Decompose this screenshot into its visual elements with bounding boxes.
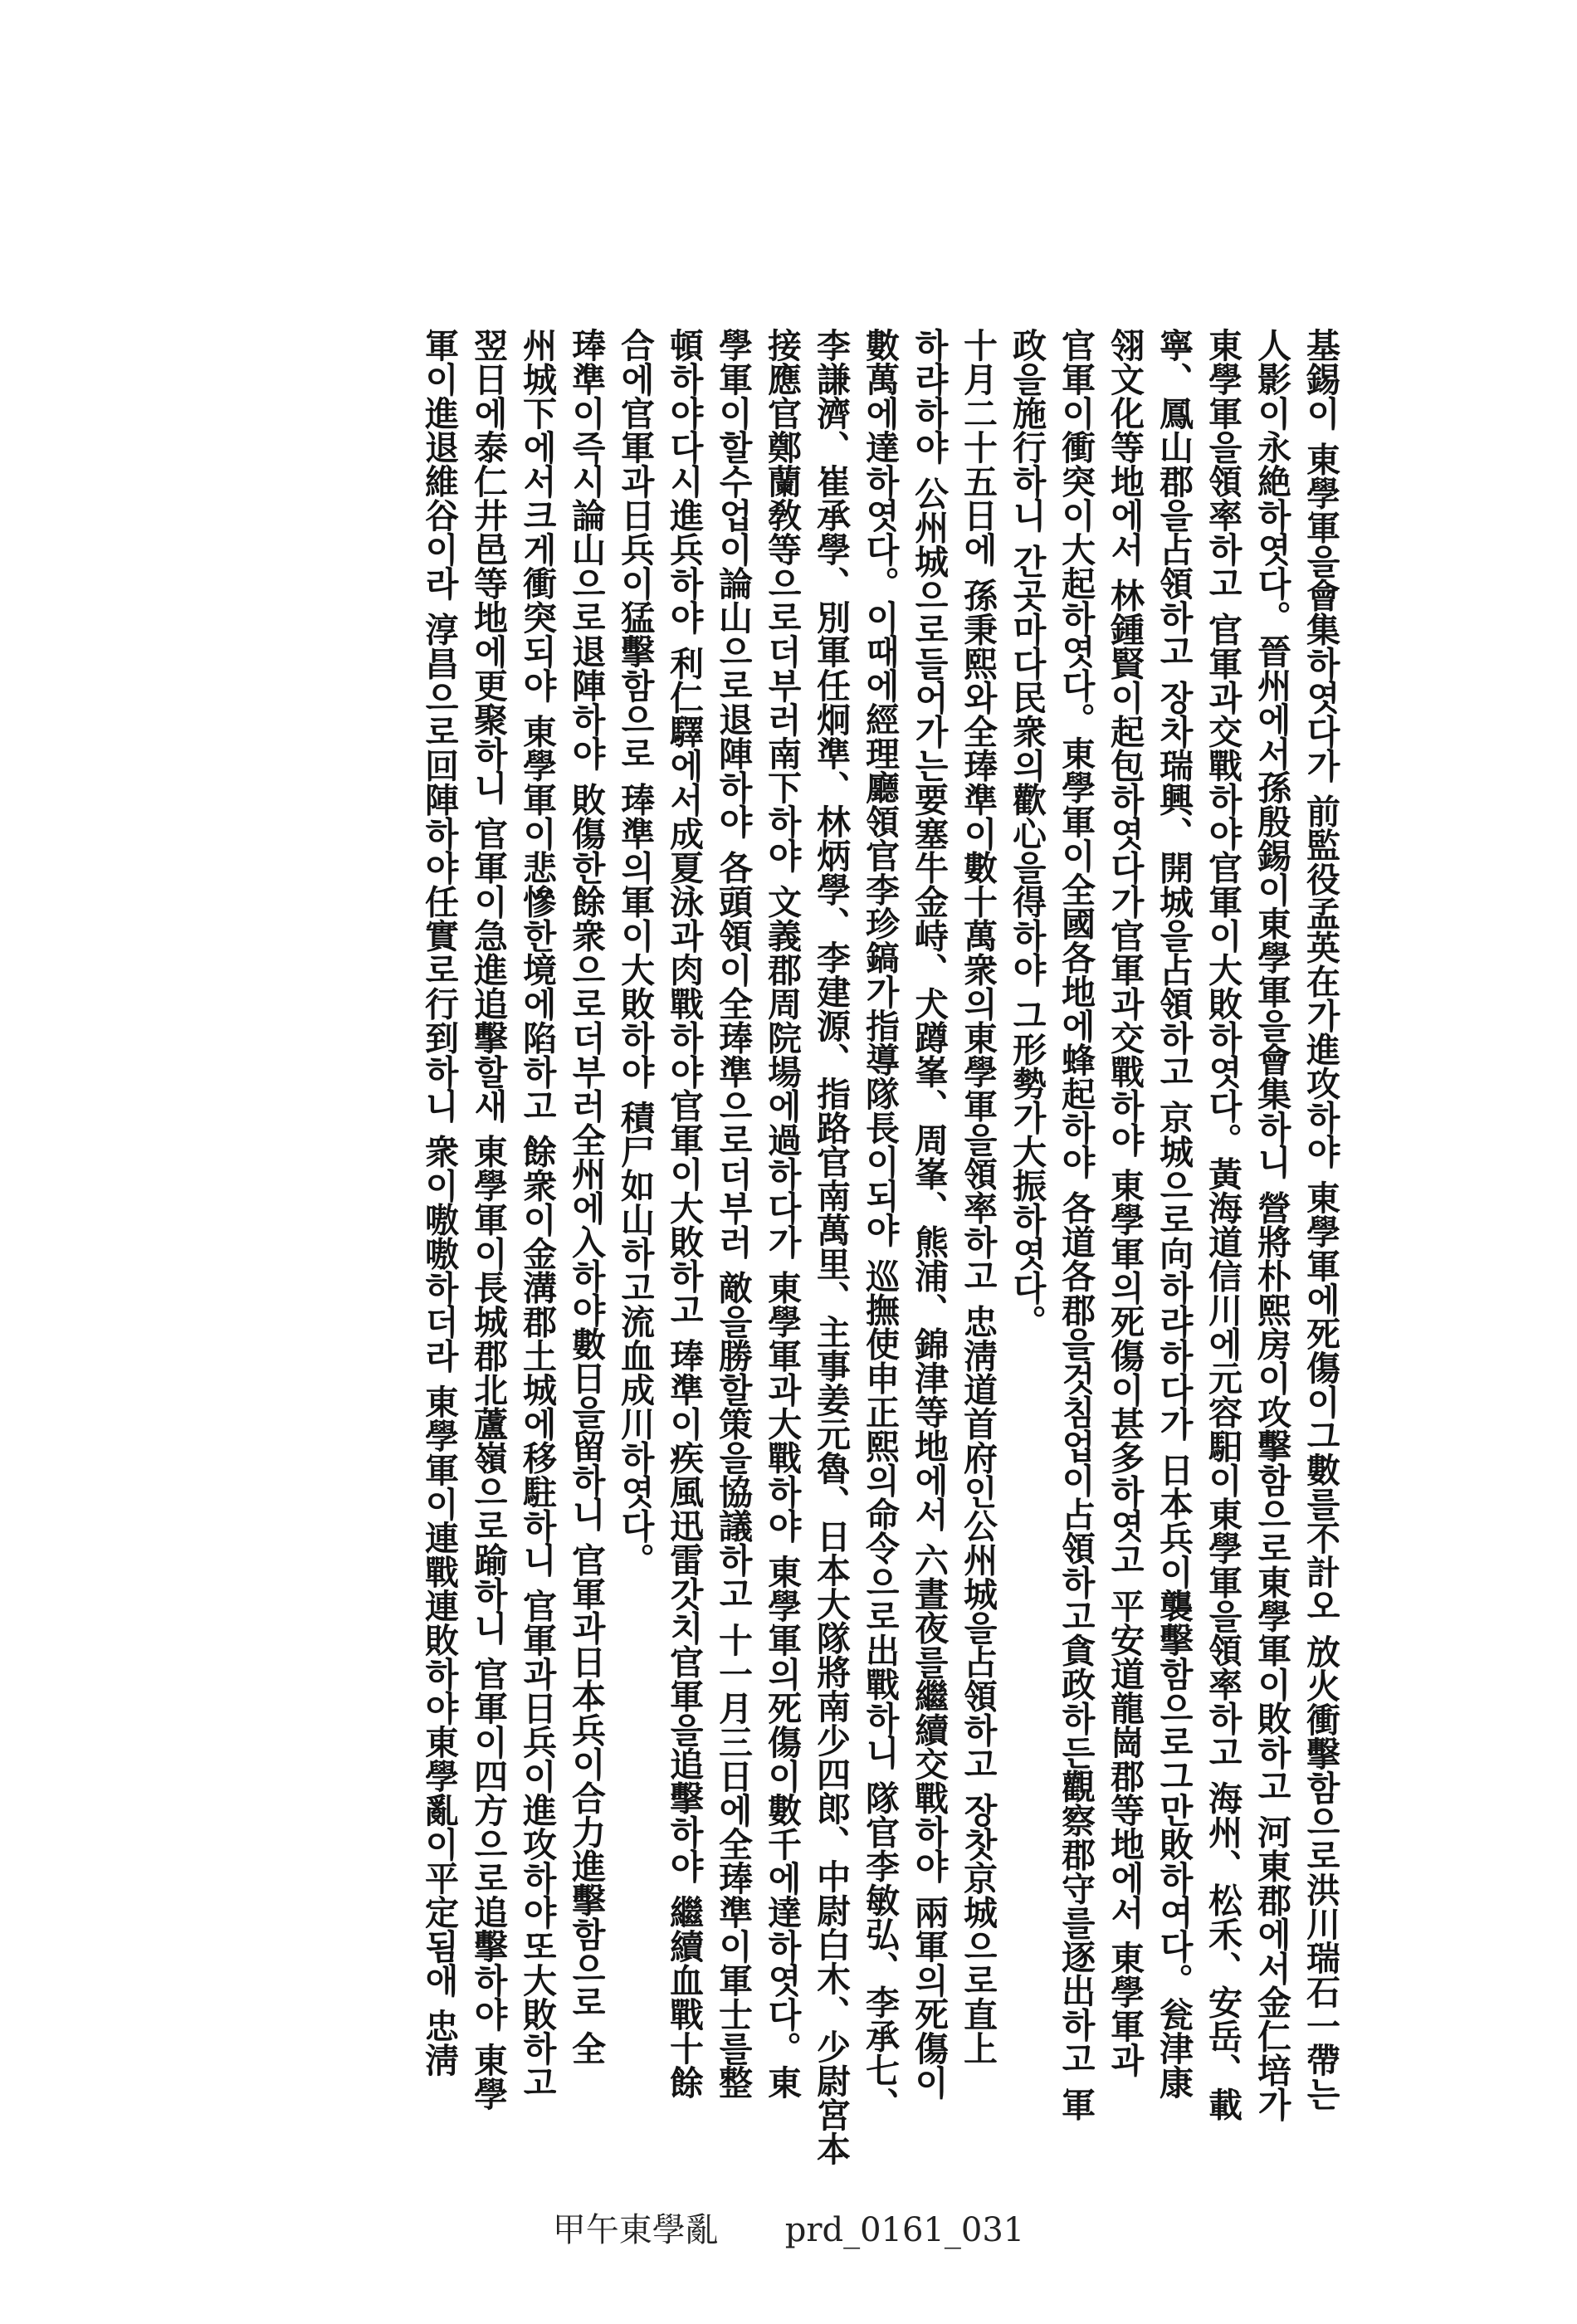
- text-line: 基錫이 東學軍을會集하엿다가 前監役孟英在가進攻하야 東學軍에死傷이그數를不計오 放火衝擊함으로洪川瑞石一帶는: [1301, 328, 1340, 2112]
- text-line: 東學軍을領率하고 官軍과交戰하야官軍이大敗하엿다。黃海道信川에元容馹이東學軍을領率하고 海州、松禾、安岳、載: [1203, 328, 1243, 2121]
- body-text: [241, 328, 1345, 2165]
- text-line: 頓하야다시進兵하야 利仁驛에서成夏泳과肉戰하야官軍이大敗하고 琫準이疾風迅雷갓치官軍을追擊하야 繼續血戰十餘: [664, 328, 704, 2099]
- text-line: 官軍이衝突이大起하엿다。東學軍이全國各地에蜂起하야 各道各郡을것침업이占領하고貪政하든觀察郡守를逐出하고 軍: [1056, 328, 1096, 2121]
- text-line: 人影이永絶하엿다。晉州에서孫殷錫이東學軍을會集하니 營將朴熙房이攻擊함으로東學軍이敗하고 河東郡에서金仁培가: [1252, 328, 1291, 2121]
- text-line: 十月二十五日에 孫秉熙와全琫準이數十萬衆의東學軍을領率하고 忠淸道首府인公州城을占領하고 장찻京城으로直上: [958, 328, 998, 2065]
- text-line: 寧、鳳山郡을占領하고 장차瑞興、開城을占領하고 京城으로向하랴하다가 日本兵이襲擊함으로그만敗하여다。瓮津康: [1154, 328, 1194, 2099]
- text-line: 하랴하야 公州城으로들어가는要塞牛金峙、犬蹲峯、周峯、熊浦、錦津等地에서 六晝夜를繼續交戰하야 兩軍의死傷이: [909, 328, 949, 2099]
- text-line: 州城下에서크게衝突되야 東學軍이悲慘한境에陷하고 餘衆이金溝郡土城에移駐하니 官軍과日兵이進攻하야또大敗하고: [517, 328, 557, 2099]
- text-line: 政을施行하니 간곳마다民衆의歡心을得하야 그形勢가大振하엿다。: [1007, 328, 1047, 1339]
- text-line: 數萬에達하엿다。이때에經理廳領官李珍鎬가指導隊長이되야 巡撫使申正熙의命令으로出戰하니 隊官李敏弘、李承七、: [860, 328, 900, 2121]
- text-line: 合에官軍과日兵이猛擊함으로 琫準의軍이大敗하야 積尸如山하고流血成川하엿다。: [615, 328, 655, 1577]
- text-line: 軍이進退維谷이라 淳昌으로回陣하야任實로行到하니 衆이嗷嗷하더라 東學軍이連戰連敗하야東學亂이平定됨애 忠淸: [419, 328, 459, 2077]
- text-line: 翎文化等地에서 林鍾賢이起包하엿다가官軍과交戰하야 東學軍의死傷이甚多하엿고 平安道龍崗郡等地에서 東學軍과: [1105, 328, 1145, 2077]
- text-line: 接應官鄭蘭敎等으로더부러南下하야 文義郡周院場에過하다가 東學軍과大戰하야 東學軍의死傷이數千에達하엿다。東: [762, 328, 802, 2099]
- text-line: 翌日에泰仁井邑等地에更聚하니 官軍이急進追擊할새 東學軍이長城郡北蘆嶺으로踰하니 官軍이四方으로追擊하야 東學: [468, 328, 508, 2112]
- page-footer: 甲午東學亂 prd_0161_031: [552, 2211, 1025, 2249]
- text-line: 琫準이즉시論山으로退陣하야 敗傷한餘衆으로더부러全州에入하야數日을留하니 官軍과日本兵이合力進擊함으로 全: [566, 328, 606, 2065]
- text-line: 李謙濟、崔承學、別軍任炯準、林炳學、李建源、指路官南萬里、主事姜元魯、日本大隊將南少四郎、中尉白木、少尉宮本: [811, 328, 851, 2165]
- text-line: 學軍이할수업이論山으로退陣하야 各頭領이全琫準으로더부러 敵을勝할策을協議하고 十一月三日에全琫準이軍士를整: [713, 328, 753, 2099]
